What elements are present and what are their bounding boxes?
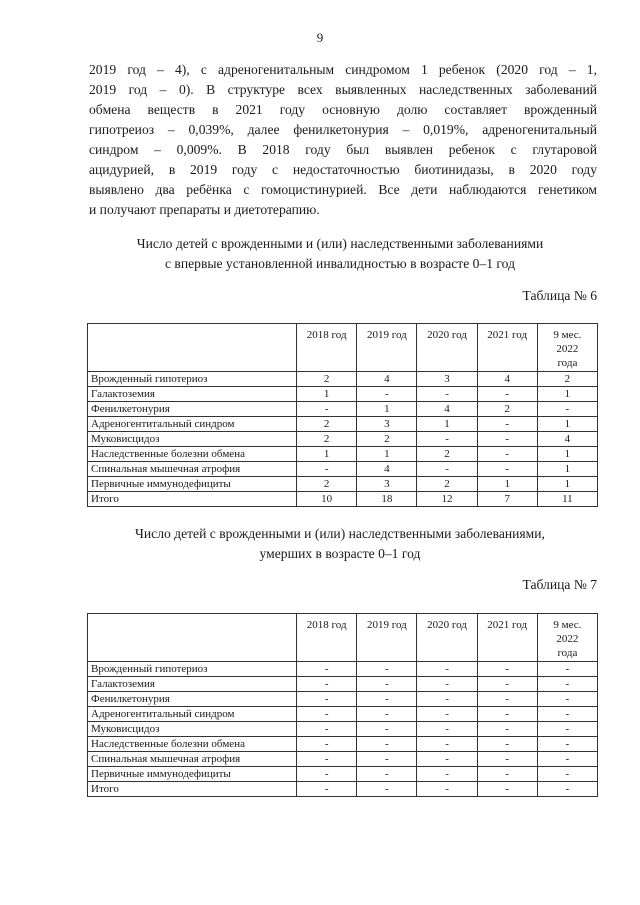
table-row — [88, 737, 598, 752]
paragraph-line: ацидурией, в 2019 году с недостаточностью биотинидазы, в 2020 году — [89, 162, 597, 177]
table-cell: - — [297, 767, 357, 782]
table-cell: 7 — [477, 492, 537, 507]
row-label: Врожденный гипотериоз — [88, 662, 297, 677]
row-label: Муковисцидоз — [88, 722, 297, 737]
table-cell: - — [357, 387, 417, 402]
paragraph-line: 2019 год – 4), с адреногенитальным синдромом 1 ребенок (2020 год – 1, — [89, 62, 597, 77]
table-cell: - — [297, 707, 357, 722]
row-label: Спинальная мышечная атрофия — [88, 752, 297, 767]
row-label: Адреногентитальный синдром — [88, 707, 297, 722]
table-cell: 3 — [357, 477, 417, 492]
table-cell: - — [537, 722, 597, 737]
table-header-row — [88, 614, 598, 662]
table-cell: - — [477, 767, 537, 782]
table-cell: - — [537, 692, 597, 707]
header-empty-cell — [88, 614, 297, 662]
header-line: 9 мес. — [553, 619, 582, 631]
table-cell: 1 — [297, 447, 357, 462]
table-cell: - — [537, 677, 597, 692]
table-cell: 2 — [417, 477, 477, 492]
table-cell: - — [297, 752, 357, 767]
table-cell: - — [477, 722, 537, 737]
table-row — [88, 722, 598, 737]
table-cell: 1 — [537, 462, 597, 477]
table-cell: 3 — [357, 417, 417, 432]
table-cell: - — [477, 447, 537, 462]
table-cell: 1 — [417, 417, 477, 432]
table7 — [87, 613, 598, 797]
row-label: Наследственные болезни обмена — [88, 737, 297, 752]
table-row — [88, 447, 598, 462]
table-row — [88, 387, 598, 402]
table-row — [88, 402, 598, 417]
table-cell: 1 — [357, 447, 417, 462]
table-cell: 1 — [537, 387, 597, 402]
table-cell: - — [417, 662, 477, 677]
table-cell: - — [477, 677, 537, 692]
table-cell: - — [297, 692, 357, 707]
table-cell: - — [477, 387, 537, 402]
table-cell: - — [477, 737, 537, 752]
table-cell: - — [477, 417, 537, 432]
header-line: года — [557, 357, 578, 369]
table-cell: 18 — [357, 492, 417, 507]
table-cell: - — [357, 677, 417, 692]
table6-caption: Таблица № 6 — [522, 288, 597, 303]
row-label: Фенилкетонурия — [88, 402, 297, 417]
table7-heading — [60, 524, 620, 564]
table-cell: - — [477, 782, 537, 797]
header-line: 2022 — [556, 633, 579, 645]
table-cell: - — [537, 767, 597, 782]
row-label: Фенилкетонурия — [88, 692, 297, 707]
table6-heading-line1: Число детей с врожденными и (или) наследственными заболеваниями — [136, 236, 544, 251]
column-header: 2018 год — [297, 324, 357, 372]
table-cell: - — [357, 662, 417, 677]
table-cell: 1 — [477, 477, 537, 492]
table-cell: 2 — [297, 417, 357, 432]
table-cell: 2 — [297, 432, 357, 447]
table-cell: - — [477, 662, 537, 677]
header-line: 9 мес. — [553, 329, 582, 341]
table-row — [88, 767, 598, 782]
table-cell: 1 — [297, 387, 357, 402]
table-cell: - — [297, 662, 357, 677]
table7-body — [88, 662, 598, 797]
table-cell: 2 — [297, 372, 357, 387]
table-cell: 4 — [357, 372, 417, 387]
table-cell: - — [537, 402, 597, 417]
table-cell: - — [537, 707, 597, 722]
header-line: 2022 — [556, 343, 579, 355]
row-label: Адреногентитальный синдром — [88, 417, 297, 432]
table-cell: 4 — [417, 402, 477, 417]
column-header-9-months — [537, 324, 597, 372]
table-cell: - — [357, 692, 417, 707]
table-cell: - — [537, 782, 597, 797]
table-cell: - — [417, 432, 477, 447]
table-cell: 1 — [537, 417, 597, 432]
table-cell: 2 — [537, 372, 597, 387]
table-cell: - — [357, 752, 417, 767]
column-header: 2021 год — [477, 614, 537, 662]
table-row — [88, 752, 598, 767]
table-row — [88, 707, 598, 722]
table6 — [87, 323, 598, 507]
row-label: Муковисцидоз — [88, 432, 297, 447]
table-row — [88, 677, 598, 692]
table-cell: - — [477, 707, 537, 722]
table-cell: - — [537, 737, 597, 752]
table-cell: - — [477, 692, 537, 707]
table-row — [88, 417, 598, 432]
table-cell: 4 — [477, 372, 537, 387]
table-cell: 3 — [417, 372, 477, 387]
table-cell: - — [297, 782, 357, 797]
table-cell: 10 — [297, 492, 357, 507]
table-cell: 4 — [357, 462, 417, 477]
column-header-9-months — [537, 614, 597, 662]
table-cell: - — [297, 677, 357, 692]
table-cell: 2 — [357, 432, 417, 447]
table-cell: 2 — [417, 447, 477, 462]
table-row — [88, 782, 598, 797]
table-cell: - — [357, 737, 417, 752]
table-row — [88, 462, 598, 477]
table-cell: - — [417, 752, 477, 767]
row-label: Галактоземия — [88, 387, 297, 402]
table-cell: - — [357, 722, 417, 737]
table-cell: - — [357, 707, 417, 722]
table-row — [88, 477, 598, 492]
row-label: Первичные иммунодефициты — [88, 477, 297, 492]
table-cell: - — [297, 722, 357, 737]
header-empty-cell — [88, 324, 297, 372]
column-header: 2019 год — [357, 614, 417, 662]
table-cell: - — [297, 737, 357, 752]
table6-heading-line2: с впервые установленной инвалидностью в возрасте 0–1 год — [164, 256, 515, 271]
row-label: Первичные иммунодефициты — [88, 767, 297, 782]
table-row — [88, 492, 598, 507]
table-cell: 1 — [357, 402, 417, 417]
table-cell: 12 — [417, 492, 477, 507]
column-header: 2018 год — [297, 614, 357, 662]
row-label: Наследственные болезни обмена — [88, 447, 297, 462]
table-cell: - — [537, 662, 597, 677]
paragraph-line: обмена веществ в 2021 году основную долю составляет врожденный — [89, 102, 597, 117]
paragraph-line: и получают препараты и диетотерапию. — [89, 202, 320, 217]
column-header: 2019 год — [357, 324, 417, 372]
table-row — [88, 372, 598, 387]
column-header: 2021 год — [477, 324, 537, 372]
table-cell: - — [297, 402, 357, 417]
header-line: года — [557, 647, 578, 659]
table-cell: - — [357, 767, 417, 782]
body-paragraph — [89, 60, 597, 220]
table-cell: 2 — [477, 402, 537, 417]
table-cell: 1 — [537, 477, 597, 492]
table-cell: - — [417, 722, 477, 737]
table-cell: - — [477, 462, 537, 477]
paragraph-line: синдром – 0,009%. В 2018 году был выявлен ребенок с глутаровой — [89, 142, 597, 157]
table-cell: - — [417, 692, 477, 707]
table-cell: - — [477, 752, 537, 767]
table7-heading-line1: Число детей с врожденными и (или) наследственными заболеваниями, — [135, 526, 545, 541]
table-row — [88, 662, 598, 677]
table-cell: - — [417, 677, 477, 692]
row-label: Спинальная мышечная атрофия — [88, 462, 297, 477]
column-header: 2020 год — [417, 324, 477, 372]
row-label: Итого — [88, 782, 297, 797]
row-label: Галактоземия — [88, 677, 297, 692]
column-header: 2020 год — [417, 614, 477, 662]
row-label: Врожденный гипотериоз — [88, 372, 297, 387]
table-row — [88, 692, 598, 707]
row-label: Итого — [88, 492, 297, 507]
table-row — [88, 432, 598, 447]
table6-heading — [60, 234, 620, 274]
table-cell: - — [417, 462, 477, 477]
table-header-row — [88, 324, 598, 372]
table-cell: - — [417, 737, 477, 752]
table-cell: - — [417, 707, 477, 722]
page-number: 9 — [316, 30, 324, 45]
table-cell: - — [477, 432, 537, 447]
table-cell: - — [297, 462, 357, 477]
table-cell: 1 — [537, 447, 597, 462]
table-cell: - — [357, 782, 417, 797]
table-cell: 2 — [297, 477, 357, 492]
table7-caption: Таблица № 7 — [522, 577, 597, 592]
paragraph-line: 2019 год – 0). В структуре всех выявленных наследственных заболеваний — [89, 82, 597, 97]
table-cell: - — [537, 752, 597, 767]
table-cell: 4 — [537, 432, 597, 447]
table-cell: 11 — [537, 492, 597, 507]
paragraph-line: выявлено два ребёнка с гомоцистинурией. Все дети наблюдаются генетиком — [89, 182, 597, 197]
table-cell: - — [417, 767, 477, 782]
table6-body — [88, 372, 598, 507]
table-cell: - — [417, 782, 477, 797]
table7-heading-line2: умерших в возрасте 0–1 год — [259, 546, 421, 561]
table-cell: - — [417, 387, 477, 402]
paragraph-line: гипотреиоз – 0,039%, далее фенилкетонурия – 0,019%, адреногенитальный — [89, 122, 597, 137]
